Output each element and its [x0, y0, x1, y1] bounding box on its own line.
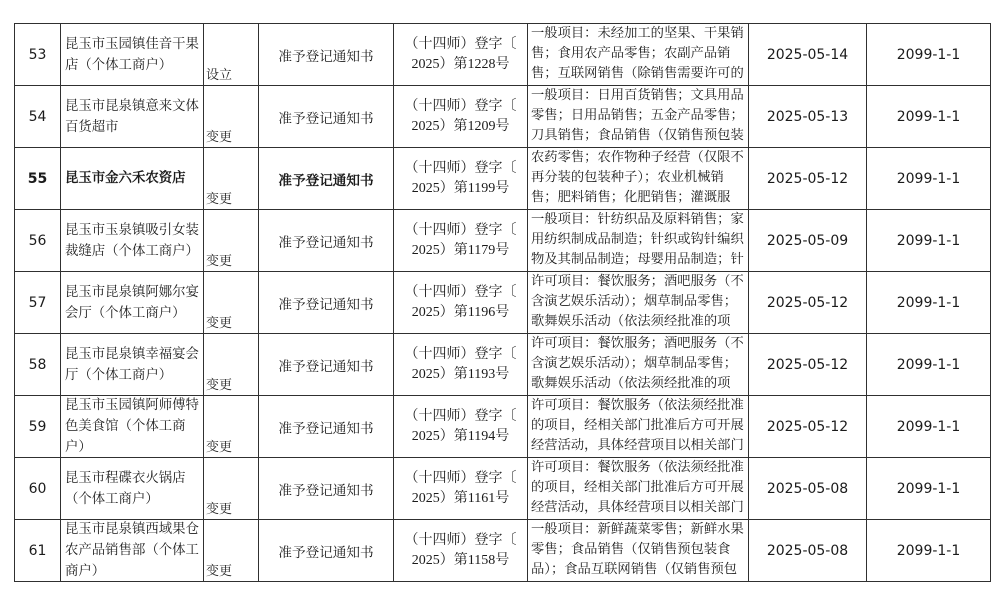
document-number-line: （十四师）登字〔	[404, 98, 517, 114]
table-row	[15, 148, 991, 210]
registration-type: 变更	[206, 440, 233, 455]
row-number: 56	[28, 232, 47, 249]
business-scope-line: 经营活动，具体经营项目以相关部门	[531, 500, 744, 515]
document-name: 准予登记通知书	[278, 48, 374, 65]
document-number-line: 2025）第1161号	[411, 490, 510, 506]
table-row	[15, 86, 991, 148]
registration-type-cell	[204, 86, 259, 148]
business-scope-line: 许可项目：餐饮服务（依法须经批准	[531, 398, 744, 413]
issue-date: 2025-05-08	[766, 542, 849, 559]
document-name-cell	[259, 396, 394, 458]
row-number: 54	[28, 108, 47, 125]
document-name: 准予登记通知书	[278, 420, 374, 437]
valid-until-date: 2099-1-1	[896, 46, 961, 63]
document-number-line: （十四师）登字〔	[404, 346, 517, 362]
document-number-line: 2025）第1196号	[411, 304, 510, 320]
table-row	[15, 520, 991, 582]
business-scope-cell	[528, 86, 749, 148]
company-name: 昆玉市昆泉镇阿娜尔宴会厅（个体工商户）	[65, 284, 199, 321]
document-number-line: （十四师）登字〔	[404, 160, 517, 176]
issue-date-cell	[749, 272, 867, 334]
document-number-line: （十四师）登字〔	[404, 284, 517, 300]
document-number-cell	[394, 210, 528, 272]
company-name: 昆玉市金六禾农资店	[65, 171, 186, 186]
document-number-line: （十四师）登字〔	[404, 532, 517, 548]
document-number-line: 2025）第1158号	[411, 552, 510, 568]
valid-until-date: 2099-1-1	[896, 232, 961, 249]
document-name-cell	[259, 148, 394, 210]
business-scope-line: 用纺织制成品制造；针织或钩针编织	[531, 232, 744, 247]
business-scope-line: 零售；日用品销售；五金产品零售；	[531, 108, 744, 123]
business-scope-cell	[528, 334, 749, 396]
row-number: 61	[28, 542, 47, 559]
company-name-cell	[61, 210, 204, 272]
document-number-line: 2025）第1228号	[411, 56, 510, 72]
document-number-cell	[394, 458, 528, 520]
business-scope-line: 许可项目：餐饮服务（依法须经批准	[531, 460, 744, 475]
row-number-cell	[15, 86, 61, 148]
document-number-cell	[394, 334, 528, 396]
registration-type: 变更	[206, 254, 233, 269]
company-name: 昆玉市玉园镇阿师傅特色美食馆（个体工商户）	[65, 398, 199, 455]
issue-date: 2025-05-13	[766, 108, 849, 125]
document-name-cell	[259, 24, 394, 86]
business-scope-line: 一般项目：针纺织品及原料销售；家	[531, 212, 744, 227]
business-scope-line: 农药零售；农作物种子经营（仅限不	[531, 150, 744, 165]
registration-type: 变更	[206, 378, 233, 393]
table-row	[15, 210, 991, 272]
table-row	[15, 458, 991, 520]
document-name: 准予登记通知书	[278, 482, 374, 499]
business-scope-cell	[528, 520, 749, 582]
row-number-cell	[15, 334, 61, 396]
row-number-cell	[15, 520, 61, 582]
company-name: 昆玉市昆泉镇意来文体百货超市	[65, 98, 199, 135]
issue-date-cell	[749, 334, 867, 396]
business-scope-line: 售；肥料销售；化肥销售；灌溉服	[531, 190, 731, 205]
document-name: 准予登记通知书	[278, 172, 374, 189]
issue-date-cell	[749, 458, 867, 520]
business-scope-line: 刀具销售；食品销售（仅销售预包装	[531, 128, 744, 143]
row-number-cell	[15, 272, 61, 334]
document-name-cell	[259, 86, 394, 148]
document-name: 准予登记通知书	[278, 296, 374, 313]
valid-until-date: 2099-1-1	[896, 170, 961, 187]
row-number-cell	[15, 24, 61, 86]
document-number-line: 2025）第1199号	[411, 180, 510, 196]
document-name-cell	[259, 210, 394, 272]
issue-date-cell	[749, 396, 867, 458]
document-number-line: 2025）第1179号	[411, 242, 510, 258]
business-scope-line: 许可项目：餐饮服务；酒吧服务（不	[531, 274, 744, 289]
issue-date-cell	[749, 86, 867, 148]
business-scope-line: 售；互联网销售（除销售需要许可的	[531, 66, 744, 81]
issue-date-cell	[749, 148, 867, 210]
business-scope-cell	[528, 396, 749, 458]
registration-type-cell	[204, 334, 259, 396]
table-row	[15, 334, 991, 396]
valid-until-date: 2099-1-1	[896, 108, 961, 125]
valid-until-date: 2099-1-1	[896, 356, 961, 373]
document-number-line: （十四师）登字〔	[404, 36, 517, 52]
business-scope-line: 一般项目：日用百货销售；文具用品	[531, 88, 744, 103]
document-number-cell	[394, 86, 528, 148]
valid-until-cell	[867, 148, 991, 210]
valid-until-cell	[867, 458, 991, 520]
registration-table	[14, 23, 991, 582]
valid-until-cell	[867, 396, 991, 458]
row-number: 55	[27, 170, 48, 187]
company-name-cell	[61, 24, 204, 86]
business-scope-cell	[528, 148, 749, 210]
row-number-cell	[15, 396, 61, 458]
issue-date: 2025-05-12	[766, 356, 849, 373]
business-scope-cell	[528, 24, 749, 86]
document-name: 准予登记通知书	[278, 110, 374, 127]
business-scope-line: 零售；食品销售（仅销售预包装食	[531, 542, 731, 557]
company-name: 昆玉市玉园镇佳音干果店（个体工商户）	[65, 36, 199, 73]
valid-until-cell	[867, 520, 991, 582]
business-scope-cell	[528, 272, 749, 334]
business-scope-line: 一般项目：未经加工的坚果、干果销	[531, 26, 744, 41]
valid-until-date: 2099-1-1	[896, 480, 961, 497]
company-name-cell	[61, 272, 204, 334]
issue-date: 2025-05-12	[766, 294, 849, 311]
document-number-line: 2025）第1209号	[411, 118, 510, 134]
row-number: 58	[28, 356, 47, 373]
valid-until-cell	[867, 272, 991, 334]
row-number-cell	[15, 210, 61, 272]
document-name: 准予登记通知书	[278, 544, 374, 561]
registration-type-cell	[204, 396, 259, 458]
table-row	[15, 272, 991, 334]
issue-date: 2025-05-08	[766, 480, 849, 497]
registration-type: 变更	[206, 192, 233, 207]
document-number-cell	[394, 396, 528, 458]
row-number-cell	[15, 148, 61, 210]
document-name: 准予登记通知书	[278, 234, 374, 251]
row-number: 57	[28, 294, 47, 311]
company-name-cell	[61, 334, 204, 396]
company-name-cell	[61, 86, 204, 148]
company-name-cell	[61, 396, 204, 458]
business-scope-line: 物及其制品制造；母婴用品制造；针	[531, 252, 744, 267]
row-number: 60	[28, 480, 47, 497]
issue-date: 2025-05-12	[766, 170, 849, 187]
issue-date: 2025-05-14	[766, 46, 849, 63]
row-number: 59	[28, 418, 47, 435]
document-name-cell	[259, 520, 394, 582]
document-name: 准予登记通知书	[278, 358, 374, 375]
document-number-cell	[394, 24, 528, 86]
business-scope-line: 售；食用农产品零售；农副产品销	[531, 46, 731, 61]
document-number-cell	[394, 272, 528, 334]
document-number-line: （十四师）登字〔	[404, 408, 517, 424]
valid-until-cell	[867, 24, 991, 86]
business-scope-line: 的项目，经相关部门批准后方可开展	[531, 418, 744, 433]
document-name-cell	[259, 334, 394, 396]
company-name: 昆玉市昆泉镇西域果仓农产品销售部（个体工商户）	[65, 522, 199, 579]
registration-type-cell	[204, 458, 259, 520]
document-name-cell	[259, 272, 394, 334]
registration-type-cell	[204, 272, 259, 334]
table-row	[15, 24, 991, 86]
document-number-line: （十四师）登字〔	[404, 222, 517, 238]
valid-until-cell	[867, 86, 991, 148]
valid-until-date: 2099-1-1	[896, 294, 961, 311]
business-scope-line: 一般项目：新鲜蔬菜零售；新鲜水果	[531, 522, 744, 537]
registration-type-cell	[204, 148, 259, 210]
registration-type: 变更	[206, 564, 233, 579]
table-row	[15, 396, 991, 458]
business-scope-line: 经营活动，具体经营项目以相关部门	[531, 438, 744, 453]
valid-until-date: 2099-1-1	[896, 418, 961, 435]
document-number-line: 2025）第1194号	[411, 428, 510, 444]
business-scope-cell	[528, 458, 749, 520]
company-name: 昆玉市程碟衣火锅店（个体工商户）	[65, 470, 186, 507]
registration-type-cell	[204, 24, 259, 86]
issue-date: 2025-05-12	[766, 418, 849, 435]
business-scope-line: 歌舞娱乐活动（依法须经批准的项	[531, 376, 731, 391]
row-number-cell	[15, 458, 61, 520]
business-scope-line: 含演艺娱乐活动）；烟草制品零售；	[531, 356, 738, 371]
registration-type: 设立	[206, 68, 233, 83]
issue-date-cell	[749, 210, 867, 272]
valid-until-date: 2099-1-1	[896, 542, 961, 559]
company-name-cell	[61, 520, 204, 582]
registration-type-cell	[204, 210, 259, 272]
document-number-cell	[394, 520, 528, 582]
valid-until-cell	[867, 334, 991, 396]
issue-date: 2025-05-09	[766, 232, 849, 249]
business-scope-line: 的项目，经相关部门批准后方可开展	[531, 480, 744, 495]
issue-date-cell	[749, 520, 867, 582]
registration-type: 变更	[206, 502, 233, 517]
issue-date-cell	[749, 24, 867, 86]
business-scope-cell	[528, 210, 749, 272]
business-scope-line: 歌舞娱乐活动（依法须经批准的项	[531, 314, 731, 329]
document-number-cell	[394, 148, 528, 210]
company-name-cell	[61, 148, 204, 210]
registration-type: 变更	[206, 130, 233, 145]
company-name: 昆玉市昆泉镇幸福宴会厅（个体工商户）	[65, 346, 199, 383]
registration-type-cell	[204, 520, 259, 582]
registration-type: 变更	[206, 316, 233, 331]
business-scope-line: 含演艺娱乐活动）；烟草制品零售；	[531, 294, 738, 309]
row-number: 53	[28, 46, 47, 63]
business-scope-line: 许可项目：餐饮服务；酒吧服务（不	[531, 336, 744, 351]
document-number-line: （十四师）登字〔	[404, 470, 517, 486]
business-scope-line: 再分装的包装种子）；农业机械销	[531, 170, 724, 185]
document-number-line: 2025）第1193号	[411, 366, 510, 382]
company-name: 昆玉市玉泉镇吸引女装裁缝店（个体工商户）	[65, 222, 199, 259]
document-name-cell	[259, 458, 394, 520]
company-name-cell	[61, 458, 204, 520]
valid-until-cell	[867, 210, 991, 272]
business-scope-line: 品）；食品互联网销售（仅销售预包	[531, 562, 738, 577]
